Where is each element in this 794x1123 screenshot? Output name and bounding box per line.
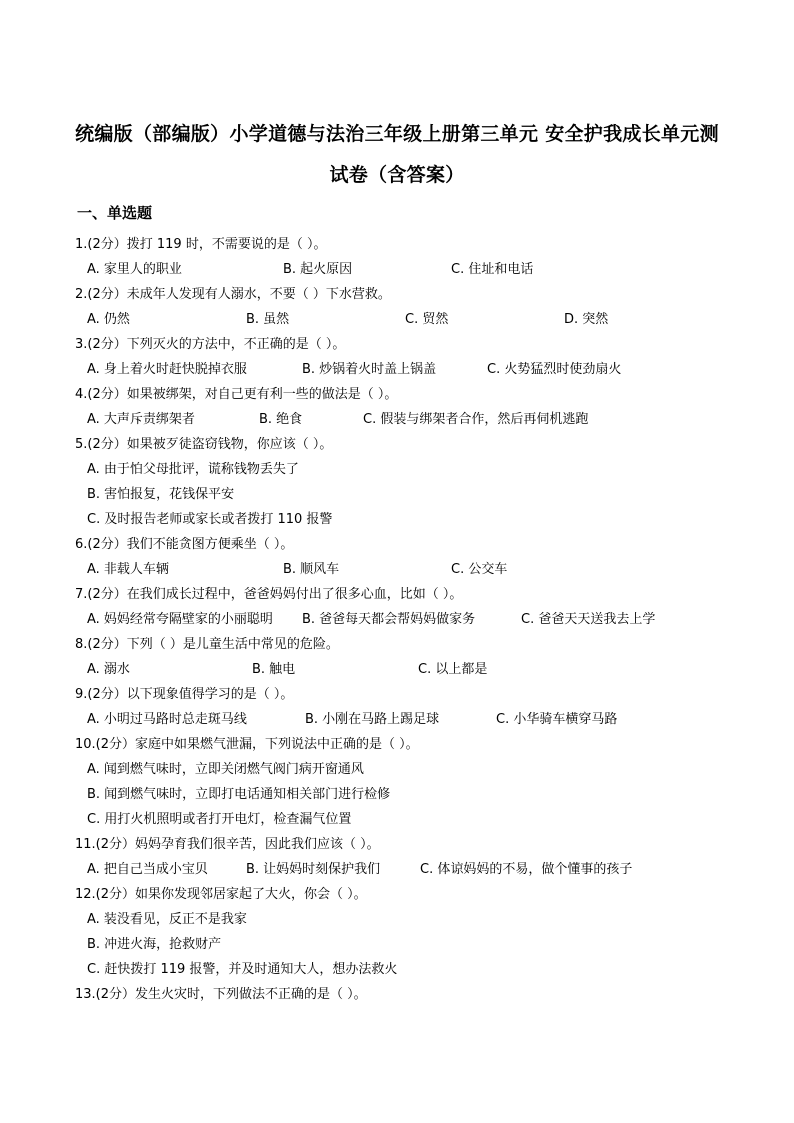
exam-title-line2: 试卷（含答案） — [329, 164, 465, 186]
answer-option: B. 触电 — [252, 662, 296, 677]
answer-option: A. 非载人车辆 — [87, 562, 169, 577]
answer-option: C. 爸爸天天送我去上学 — [521, 612, 656, 627]
question-stem: 4.(2分）如果被绑架，对自己更有利一些的做法是（ ）。 — [75, 387, 398, 402]
answer-option: A. 闻到燃气味时，立即关闭燃气阀门病开窗通风 — [87, 762, 364, 777]
question-stem: 11.(2分）妈妈孕育我们很辛苦，因此我们应该（ ）。 — [75, 837, 380, 852]
option-row — [75, 857, 755, 882]
answer-option: B. 让妈妈时刻保护我们 — [246, 862, 381, 877]
answer-option: A. 家里人的职业 — [87, 262, 182, 277]
question-stem: 9.(2分）以下现象值得学习的是（ ）。 — [75, 687, 294, 702]
answer-option: C. 赶快拨打 119 报警，并及时通知大人，想办法救火 — [87, 962, 398, 977]
answer-option: B. 害怕报复，花钱保平安 — [87, 487, 235, 502]
question-stem: 2.(2分）未成年人发现有人溺水，不要（ ）下水营救。 — [75, 287, 391, 302]
option-row — [75, 557, 755, 582]
question-stem: 5.(2分）如果被歹徒盗窃钱物，你应该（ ）。 — [75, 437, 333, 452]
section-heading: 一、单选题 — [77, 204, 153, 222]
answer-option: A. 小明过马路时总走斑马线 — [87, 712, 247, 727]
answer-option: B. 起火原因 — [283, 262, 353, 277]
answer-option: A. 大声斥责绑架者 — [87, 412, 195, 427]
option-line — [75, 807, 755, 832]
question-stem: 1.(2分）拨打 119 时，不需要说的是（ ）。 — [75, 237, 327, 252]
question-stem: 7.(2分）在我们成长过程中，爸爸妈妈付出了很多心血，比如（ ）。 — [75, 587, 463, 602]
option-row — [75, 407, 755, 432]
option-row — [75, 357, 755, 382]
answer-option: C. 以上都是 — [418, 662, 488, 677]
option-row — [75, 257, 755, 282]
option-line — [75, 507, 755, 532]
question-stem: 6.(2分）我们不能贪图方便乘坐（ ）。 — [75, 537, 294, 552]
answer-option: C. 假装与绑架者合作，然后再伺机逃跑 — [363, 412, 589, 427]
answer-option: A. 把自己当成小宝贝 — [87, 862, 208, 877]
answer-option: C. 小华骑车横穿马路 — [496, 712, 618, 727]
option-line — [75, 482, 755, 507]
answer-option: D. 突然 — [564, 312, 609, 327]
question-stem: 13.(2分）发生火灾时，下列做法不正确的是（ ）。 — [75, 987, 367, 1002]
option-line — [75, 457, 755, 482]
option-row — [75, 657, 755, 682]
option-line — [75, 907, 755, 932]
answer-option: C. 及时报告老师或家长或者拨打 110 报警 — [87, 512, 333, 527]
option-line — [75, 957, 755, 982]
option-line — [75, 782, 755, 807]
answer-option: C. 公交车 — [451, 562, 508, 577]
question-list — [75, 232, 755, 1007]
answer-option: B. 虽然 — [246, 312, 290, 327]
answer-option: B. 冲进火海，抢救财产 — [87, 937, 222, 952]
answer-option: A. 溺水 — [87, 662, 130, 677]
answer-option: A. 仍然 — [87, 312, 130, 327]
exam-title-line1: 统编版（部编版）小学道德与法治三年级上册第三单元 安全护我成长单元测 — [75, 123, 719, 145]
answer-option: C. 住址和电话 — [451, 262, 534, 277]
question-stem: 3.(2分）下列灭火的方法中，不正确的是（ ）。 — [75, 337, 346, 352]
answer-option: C. 贸然 — [405, 312, 449, 327]
question-stem: 12.(2分）如果你发现邻居家起了大火，你会（ ）。 — [75, 887, 367, 902]
answer-option: B. 绝食 — [259, 412, 303, 427]
option-line — [75, 932, 755, 957]
option-line — [75, 757, 755, 782]
answer-option: B. 闻到燃气味时，立即打电话通知相关部门进行检修 — [87, 787, 391, 802]
answer-option: B. 顺风车 — [283, 562, 340, 577]
answer-option: B. 炒锅着火时盖上锅盖 — [302, 362, 437, 377]
answer-option: B. 爸爸每天都会帮妈妈做家务 — [302, 612, 476, 627]
option-row — [75, 307, 755, 332]
option-row — [75, 607, 755, 632]
answer-option: B. 小刚在马路上踢足球 — [305, 712, 440, 727]
question-stem: 8.(2分）下列（ ）是儿童生活中常见的危险。 — [75, 637, 339, 652]
answer-option: A. 装没看见，反正不是我家 — [87, 912, 247, 927]
answer-option: C. 火势猛烈时使劲扇火 — [487, 362, 622, 377]
answer-option: C. 用打火机照明或者打开电灯，检查漏气位置 — [87, 812, 352, 827]
answer-option: A. 妈妈经常夸隔壁家的小丽聪明 — [87, 612, 273, 627]
question-stem: 10.(2分）家庭中如果燃气泄漏，下列说法中正确的是（ ）。 — [75, 737, 419, 752]
answer-option: A. 由于怕父母批评，谎称钱物丢失了 — [87, 462, 299, 477]
option-row — [75, 707, 755, 732]
answer-option: C. 体谅妈妈的不易，做个懂事的孩子 — [420, 862, 633, 877]
answer-option: A. 身上着火时赶快脱掉衣服 — [87, 362, 247, 377]
